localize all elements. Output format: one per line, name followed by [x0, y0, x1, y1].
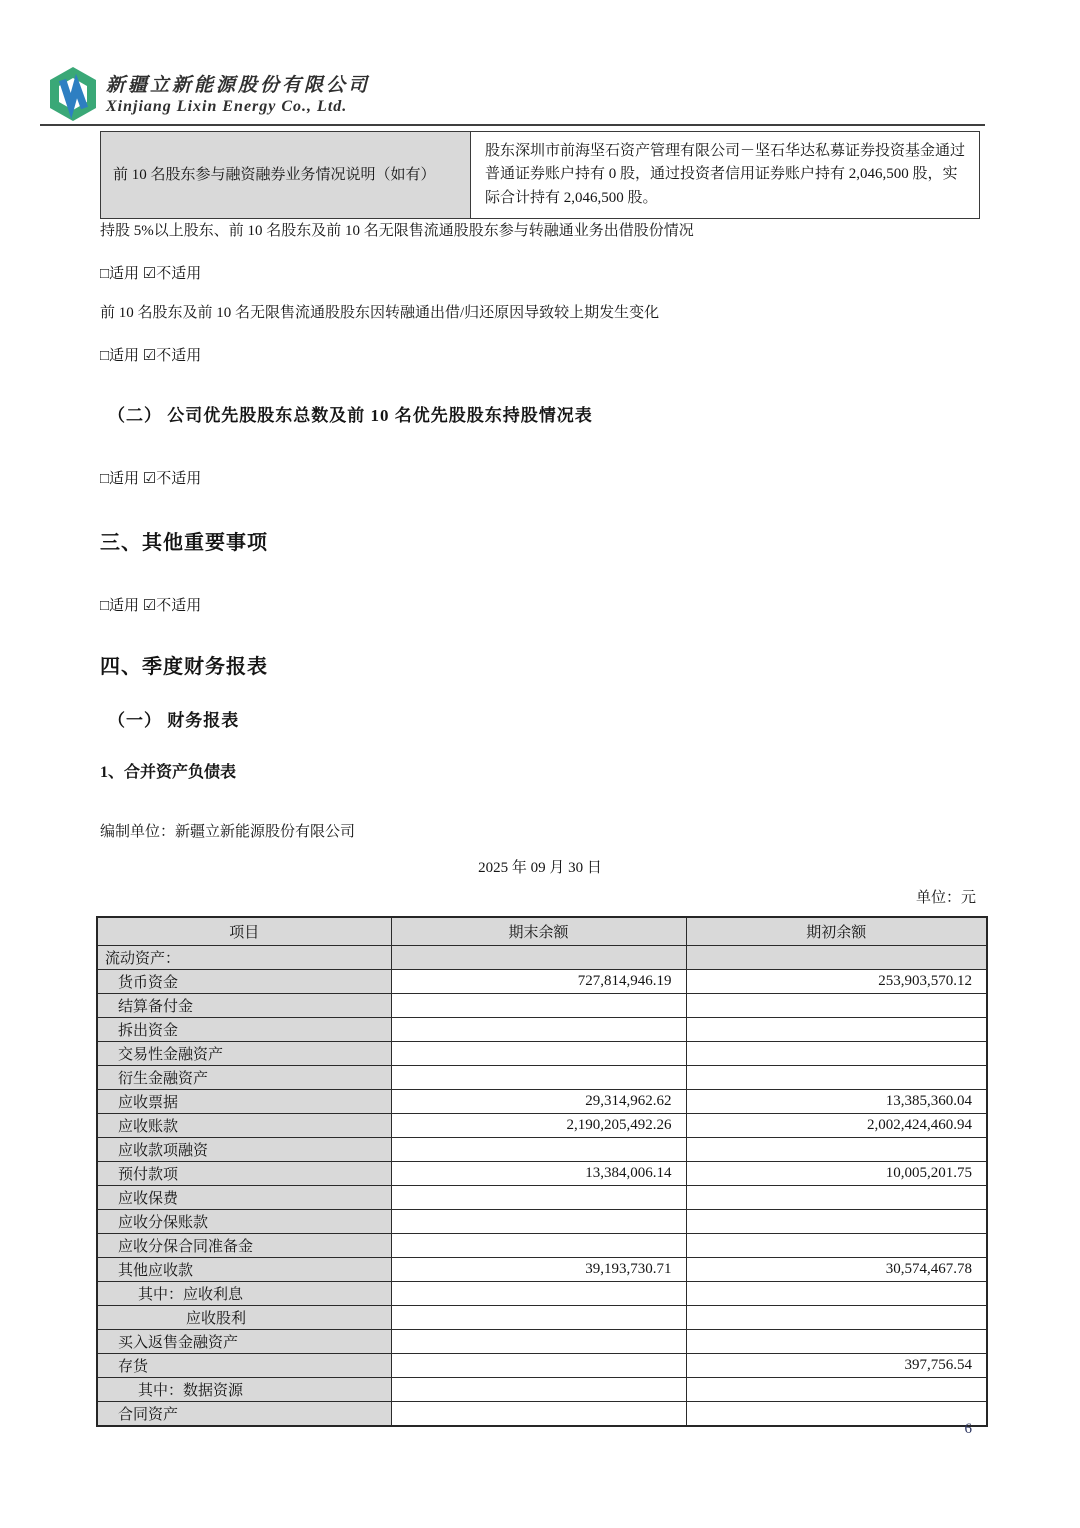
item-cell: 其他应收款 [97, 1258, 391, 1282]
item-cell: 拆出资金 [97, 1018, 391, 1042]
end-balance-cell [391, 946, 686, 970]
item-cell: 应收分保账款 [97, 1210, 391, 1234]
table-row [97, 1186, 987, 1210]
item-cell: 交易性金融资产 [97, 1042, 391, 1066]
company-name-en: Xinjiang Lixin Energy Co., Ltd. [106, 98, 348, 115]
end-balance-cell [391, 1210, 686, 1234]
item-cell: 应收保费 [97, 1186, 391, 1210]
end-balance-cell [391, 1186, 686, 1210]
end-balance-cell [391, 1282, 686, 1306]
table-row [97, 1330, 987, 1354]
begin-balance-cell [686, 946, 987, 970]
item-cell: 货币资金 [97, 970, 391, 994]
end-balance-cell [391, 1378, 686, 1402]
table-row [97, 1114, 987, 1138]
begin-balance-cell [686, 1018, 987, 1042]
section-2-heading: （二） 公司优先股股东总数及前 10 名优先股股东持股情况表 [108, 406, 593, 425]
header-end-balance: 期末余额 [391, 917, 686, 946]
header-begin-balance: 期初余额 [686, 917, 987, 946]
table-row [97, 1306, 987, 1330]
begin-balance-cell [686, 1378, 987, 1402]
end-balance-cell: 727,814,946.19 [391, 970, 686, 994]
table-row [97, 1234, 987, 1258]
end-balance-cell [391, 994, 686, 1018]
end-balance-cell: 39,193,730.71 [391, 1258, 686, 1282]
section-4-1-1-heading: 1、合并资产负债表 [100, 764, 237, 781]
page-number: 6 [964, 1421, 972, 1437]
begin-balance-cell [686, 1066, 987, 1090]
table-row [97, 1210, 987, 1234]
table-row [97, 1066, 987, 1090]
end-balance-cell: 2,190,205,492.26 [391, 1114, 686, 1138]
table-row [97, 970, 987, 994]
begin-balance-cell [686, 994, 987, 1018]
item-cell: 应收股利 [97, 1306, 391, 1330]
begin-balance-cell [686, 1138, 987, 1162]
end-balance-cell [391, 1018, 686, 1042]
item-cell: 应收票据 [97, 1090, 391, 1114]
table-row [97, 1018, 987, 1042]
table-row [97, 1354, 987, 1378]
begin-balance-cell [686, 1234, 987, 1258]
table-header-row [97, 917, 987, 946]
item-cell: 合同资产 [97, 1402, 391, 1427]
table-row [97, 946, 987, 970]
item-cell: 结算备付金 [97, 994, 391, 1018]
begin-balance-cell: 13,385,360.04 [686, 1090, 987, 1114]
margin-finance-table [100, 131, 980, 219]
item-cell: 其中：数据资源 [97, 1378, 391, 1402]
end-balance-cell [391, 1330, 686, 1354]
item-cell: 应收款项融资 [97, 1138, 391, 1162]
applicable-checkline-3: □适用 ☑不适用 [100, 471, 202, 487]
table-row [97, 994, 987, 1018]
section-4-1-heading: （一） 财务报表 [108, 711, 240, 730]
table-row [97, 1138, 987, 1162]
end-balance-cell [391, 1138, 686, 1162]
end-balance-cell: 13,384,006.14 [391, 1162, 686, 1186]
table-row [97, 1282, 987, 1306]
prepared-by: 编制单位：新疆立新能源股份有限公司 [100, 824, 356, 840]
begin-balance-cell [686, 1306, 987, 1330]
applicable-checkline-4: □适用 ☑不适用 [100, 598, 202, 614]
currency-unit: 单位：元 [915, 890, 976, 906]
begin-balance-cell [686, 1210, 987, 1234]
company-logo-icon [48, 66, 98, 122]
begin-balance-cell [686, 1186, 987, 1210]
section-3-heading: 三、其他重要事项 [100, 532, 268, 554]
item-cell: 存货 [97, 1354, 391, 1378]
table-row [97, 1258, 987, 1282]
margin-finance-value: 股东深圳市前海坚石资产管理有限公司－坚石华达私募证券投资基金通过普通证券账户持有 0 股，通过投资者信用证券账户持有 2,046,500 股，实际合计持有 2,046,500 股。 [485, 143, 966, 206]
company-name-cn: 新疆立新能源股份有限公司 [106, 75, 371, 96]
item-cell: 预付款项 [97, 1162, 391, 1186]
begin-balance-cell: 30,574,467.78 [686, 1258, 987, 1282]
begin-balance-cell: 10,005,201.75 [686, 1162, 987, 1186]
end-balance-cell [391, 1042, 686, 1066]
item-cell: 应收账款 [97, 1114, 391, 1138]
begin-balance-cell: 253,903,570.12 [686, 970, 987, 994]
table-row [97, 1090, 987, 1114]
begin-balance-cell [686, 1330, 987, 1354]
change-paragraph: 前 10 名股东及前 10 名无限售流通股股东因转融通出借/归还原因导致较上期发生变化 [100, 305, 660, 321]
end-balance-cell: 29,314,962.62 [391, 1090, 686, 1114]
section-4-heading: 四、季度财务报表 [100, 656, 268, 678]
applicable-checkline-1: □适用 ☑不适用 [100, 266, 202, 282]
table-row [97, 1042, 987, 1066]
applicable-checkline-2: □适用 ☑不适用 [100, 348, 202, 364]
header-divider [40, 124, 985, 126]
item-cell: 流动资产： [97, 946, 391, 970]
begin-balance-cell [686, 1282, 987, 1306]
lending-paragraph: 持股 5%以上股东、前 10 名股东及前 10 名无限售流通股股东参与转融通业务出借股份情况 [100, 223, 694, 239]
item-cell: 其中：应收利息 [97, 1282, 391, 1306]
report-date: 2025 年 09 月 30 日 [478, 860, 602, 876]
end-balance-cell [391, 1354, 686, 1378]
item-cell: 应收分保合同准备金 [97, 1234, 391, 1258]
table-row [97, 1162, 987, 1186]
table-row [97, 1378, 987, 1402]
end-balance-cell [391, 1306, 686, 1330]
end-balance-cell [391, 1234, 686, 1258]
margin-finance-label: 前 10 名股东参与融资融券业务情况说明（如有） [101, 132, 471, 218]
item-cell: 衍生金融资产 [97, 1066, 391, 1090]
begin-balance-cell [686, 1042, 987, 1066]
item-cell: 买入返售金融资产 [97, 1330, 391, 1354]
begin-balance-cell: 2,002,424,460.94 [686, 1114, 987, 1138]
end-balance-cell [391, 1066, 686, 1090]
header-item: 项目 [97, 917, 391, 946]
begin-balance-cell: 397,756.54 [686, 1354, 987, 1378]
balance-sheet-table [96, 916, 988, 1427]
